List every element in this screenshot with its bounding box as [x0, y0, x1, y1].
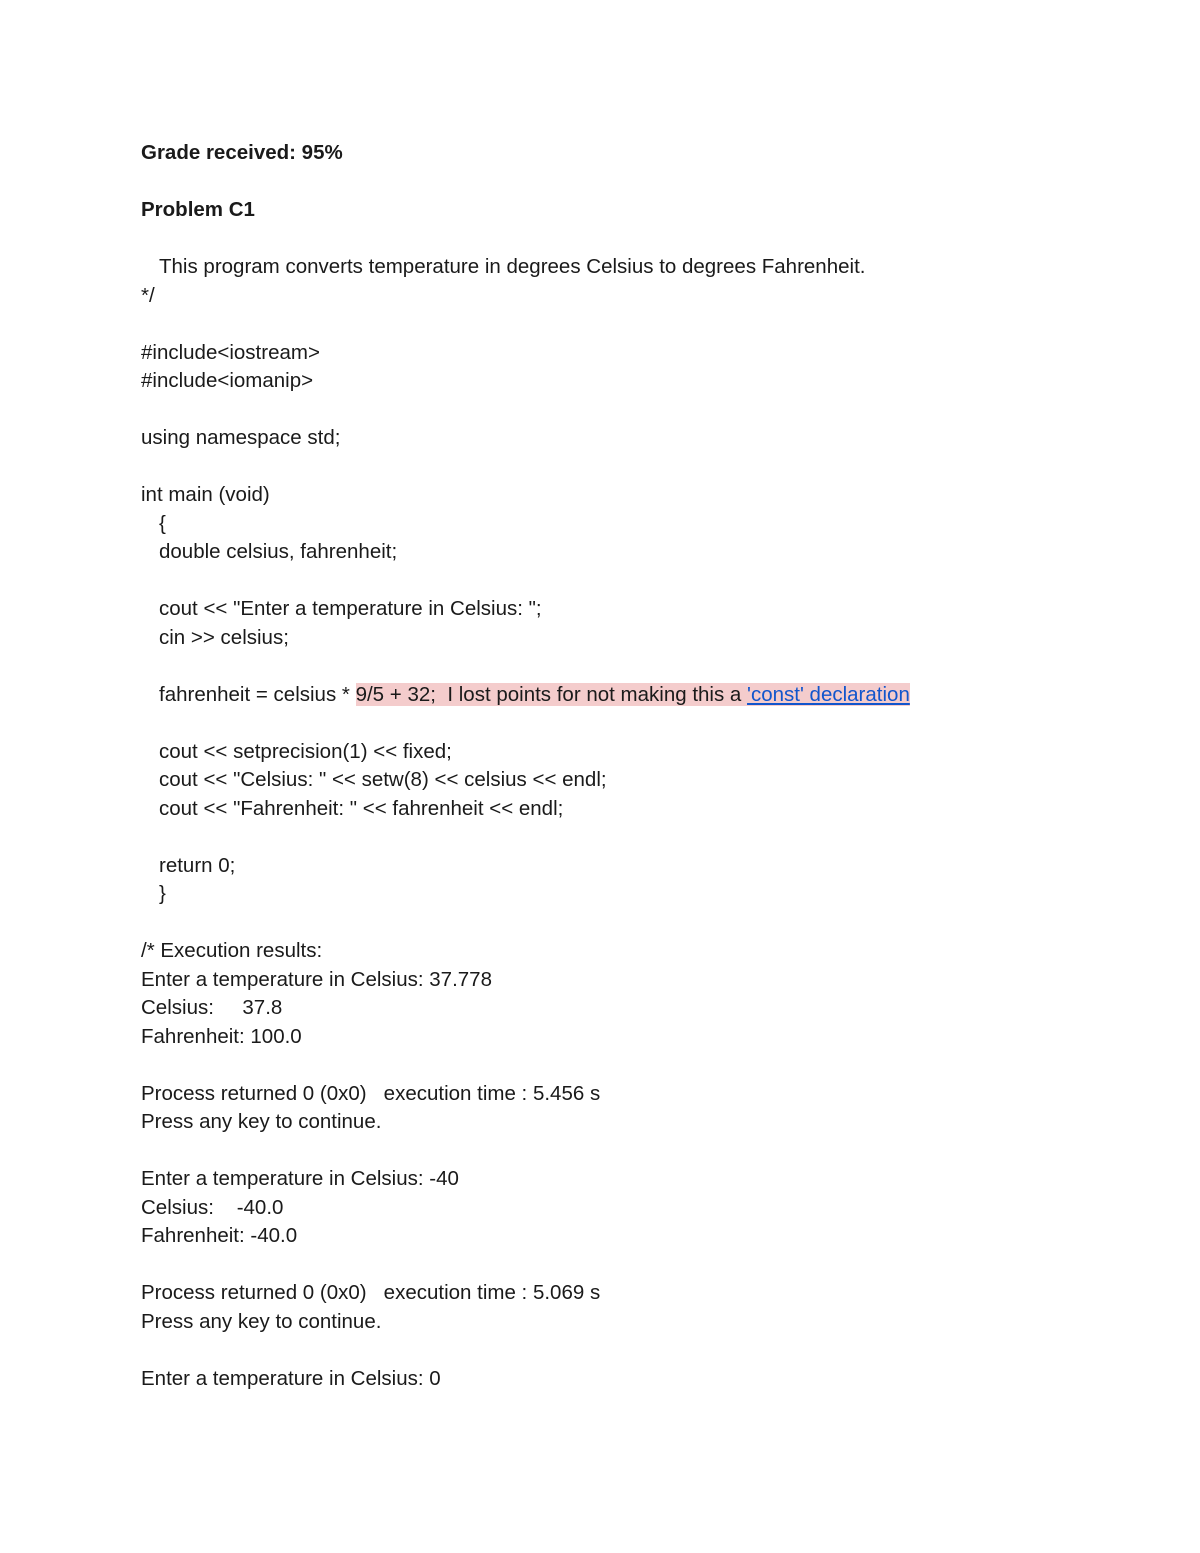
code-using: using namespace std;	[141, 426, 341, 449]
spacer	[141, 652, 1141, 681]
feedback-link[interactable]: 'const' declaration	[747, 682, 910, 706]
spacer	[141, 909, 1141, 938]
spacer	[141, 453, 1141, 482]
run-1-fahrenheit: Fahrenheit: 100.0	[141, 1024, 302, 1048]
feedback-comment: I lost points for not making this a	[447, 682, 748, 706]
code-cout-celsius: cout << "Celsius: " << setw(8) << celsius << endl;	[159, 768, 607, 791]
code-open-brace: {	[159, 511, 166, 535]
code-comment-line: This program converts temperature in degrees Celsius to degrees Fahrenheit.	[159, 255, 866, 278]
spacer	[141, 396, 1141, 425]
run-2-celsius: Celsius: -40.0	[141, 1195, 284, 1219]
spacer	[141, 310, 1141, 339]
spacer	[141, 709, 1141, 738]
code-comment-end: */	[141, 283, 155, 307]
run-1-prompt: Enter a temperature in Celsius: 37.778	[141, 967, 492, 991]
spacer	[141, 225, 1141, 254]
feedback-gap	[436, 683, 447, 706]
run-1-celsius: Celsius: 37.8	[141, 996, 283, 1019]
spacer	[141, 1137, 1141, 1166]
run-2-process: Process returned 0 (0x0) execution time : 5.069 s	[141, 1281, 601, 1304]
document-page	[141, 139, 1141, 1393]
run-2-press: Press any key to continue.	[141, 1309, 382, 1333]
code-close-brace: }	[159, 882, 166, 905]
code-calc-line	[141, 681, 1141, 710]
code-return: return 0;	[159, 853, 236, 877]
problem-heading: Problem C1	[141, 198, 255, 221]
spacer	[141, 168, 1141, 197]
code-cout-fahrenheit: cout << "Fahrenheit: " << fahrenheit << endl;	[159, 796, 564, 820]
run-2-prompt: Enter a temperature in Celsius: -40	[141, 1167, 459, 1190]
spacer	[141, 567, 1141, 596]
spacer	[141, 823, 1141, 852]
run-2-fahrenheit: Fahrenheit: -40.0	[141, 1224, 298, 1247]
code-cin: cin >> celsius;	[159, 625, 289, 649]
results-heading: /* Execution results:	[141, 939, 323, 962]
run-3-prompt: Enter a temperature in Celsius: 0	[141, 1366, 441, 1390]
code-cout-precision: cout << setprecision(1) << fixed;	[159, 739, 452, 763]
code-cout-prompt: cout << "Enter a temperature in Celsius: ";	[159, 597, 542, 620]
spacer	[141, 1336, 1141, 1365]
code-include-iomanip: #include<iomanip>	[141, 369, 314, 392]
run-1-press: Press any key to continue.	[141, 1110, 382, 1133]
calc-prefix: fahrenheit = celsius *	[159, 682, 356, 706]
grade-heading: Grade received: 95%	[141, 141, 343, 164]
run-1-process: Process returned 0 (0x0) execution time : 5.456 s	[141, 1081, 601, 1105]
calc-highlight: 9/5 + 32;	[355, 682, 436, 706]
code-include-iostream: #include<iostream>	[141, 340, 320, 364]
code-declaration: double celsius, fahrenheit;	[159, 540, 398, 563]
spacer	[141, 1051, 1141, 1080]
code-main-signature: int main (void)	[141, 483, 270, 506]
spacer	[141, 1251, 1141, 1280]
